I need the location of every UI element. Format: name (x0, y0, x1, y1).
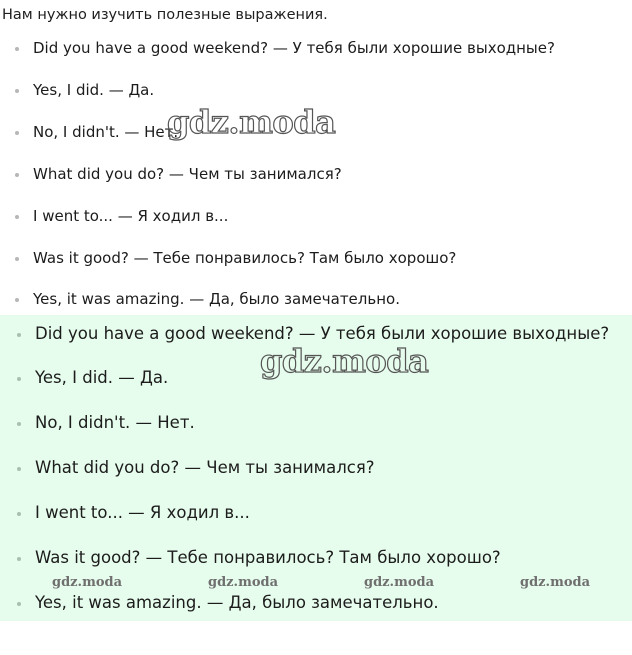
bullet-icon (17, 422, 21, 426)
watermark-logo-small: gdz.moda (364, 575, 435, 590)
watermark-logo: gdz.moda (260, 342, 429, 380)
watermark-logo-small: gdz.moda (208, 575, 279, 590)
bullet-icon (17, 377, 21, 381)
bullet-icon (15, 215, 19, 219)
bullet-icon (17, 333, 21, 337)
bullet-icon (17, 557, 21, 561)
bullet-icon (15, 298, 19, 302)
bullet-icon (17, 512, 21, 516)
highlighted-answer-box: Did you have a good weekend? — У тебя были хорошие выходные? Yes, I did. — Да. No, I didn't. — Нет. What did you do? — Чем ты занимался? I went to... — Я ходил в... Was it good? — Тебе понравилось? Там было хорошо? Yes, it was amazing. — Да, было замечательно. (0, 315, 632, 621)
watermark-logo: gdz.moda (167, 103, 336, 141)
bullet-icon (15, 257, 19, 261)
bullet-icon (15, 131, 19, 135)
bullet-icon (17, 602, 21, 606)
watermark-logo-small: gdz.moda (52, 575, 123, 590)
bullet-icon (15, 47, 19, 51)
intro-text: Нам нужно изучить полезные выражения. (2, 7, 328, 23)
bullet-icon (15, 89, 19, 93)
bullet-icon (17, 467, 21, 471)
watermark-logo-small: gdz.moda (520, 575, 591, 590)
bullet-icon (15, 173, 19, 177)
